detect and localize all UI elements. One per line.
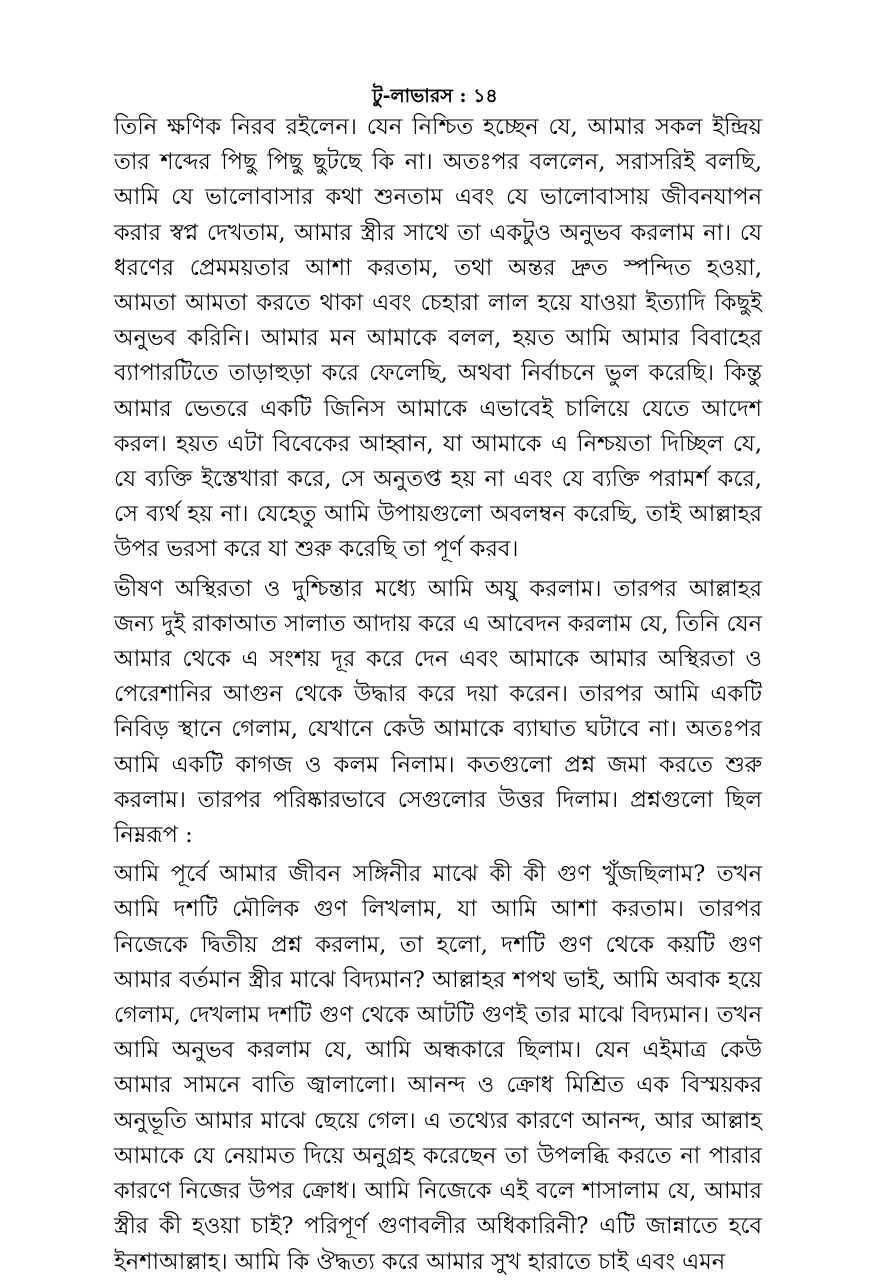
paragraph-1: তিনি ক্ষণিক নিরব রইলেন। যেন নিশ্চিত হচ্ছেন যে, আমার সকল ইন্দ্রিয় তার শব্দের পিছু পিছু ছুটছে কি না। অতঃপর বললেন, সরাসরিই বলছি, আমি যে ভালোবাসার কথা শুনতাম এবং যে ভালোবাসায় জীবনযাপন করার স্বপ্ন দেখতাম, আমার স্ত্রীর সাথে তা একটুও অনুভব করলাম না। যে ধরণের প্রেমময়তার আশা করতাম, তথা অন্তর দ্রুত স্পন্দিত হওয়া, আমতা আমতা করতে থাকা এবং চেহারা লাল হয়ে যাওয়া ইত্যাদি কিছুই অনুভব করিনি। আমার মন আমাকে বলল, হয়ত আমি আমার বিবাহের ব্যাপারটিতে তাড়াহুড়া করে ফেলেছি, অথবা নির্বাচনে ভুল করেছি। কিন্তু আমার ভেতরে একটি জিনিস আমাকে এভাবেই চালিয়ে যেতে আদেশ করল। হয়ত এটা বিবেকের আহ্বান, যা আমাকে এ নিশ্চয়তা দিচ্ছিল যে, যে ব্যক্তি ইস্তেখারা করে, সে অনুতপ্ত হয় না এবং যে ব্যক্তি পরামর্শ করে, সে ব্যর্থ হয় না। যেহেতু আমি উপায়গুলো অবলম্বন করেছি, তাই আল্লাহর উপর ভরসা করে যা শুরু করেছি তা পূর্ণ করব। [114,114,762,563]
running-header: টু-লাভারস : ১৪ [372,85,498,107]
paragraph-3: আমি পূর্বে আমার জীবন সঙ্গিনীর মাঝে কী কী গুণ খুঁজছিলাম? তখন আমি দশটি মৌলিক গুণ লিখলাম, যা আমি আশা করতাম। তারপর নিজেকে দ্বিতীয় প্রশ্ন করলাম, তা হলো, দশটি গুণ থেকে কয়টি গুণ আমার বর্তমান স্ত্রীর মাঝে বিদ্যমান? আল্লাহর শপথ ভাই, আমি অবাক হয়ে গেলাম, দেখলাম দশটি গুণ থেকে আটটি গুণই তার মাঝে বিদ্যমান। তখন আমি অনুভব করলাম যে, আমি অন্ধকারে ছিলাম। যেন এইমাত্র কেউ আমার সামনে বাতি জ্বালালো। আনন্দ ও ক্রোধ মিশ্রিত এক বিস্ময়কর অনুভূতি আমার মাঝে ছেয়ে গেল। এ তথ্যের কারণে আনন্দ, আর আল্লাহ আমাকে যে নেয়ামত দিয়ে অনুগ্রহ করেছেন তা উপলব্ধি করতে না পারার কারণে নিজের উপর ক্রোধ। আমি নিজেকে এই বলে শাসালাম যে, আমার স্ত্রীর কী হওয়া চাই? পরিপূর্ণ গুণাবলীর অধিকারিনী? এটি জান্নাতে হবে ইনশাআল্লাহ। আমি কি ঔদ্ধত্য করে আমার সুখ হারাতে চাই এবং এমন [114,861,762,1275]
paragraph-2: ভীষণ অস্থিরতা ও দুশ্চিন্তার মধ্যে আমি অযু করলাম। তারপর আল্লাহর জন্য দুই রাকাআত সালাত আদায় করে এ আবেদন করলাম যে, তিনি যেন আমার থেকে এ সংশয় দূর করে দেন এবং আমাকে আমার অস্থিরতা ও পেরেশানির আগুন থেকে উদ্ধার করে দয়া করেন। তারপর আমি একটি নিবিড় স্থানে গেলাম, যেখানে কেউ আমাকে ব্যাঘাত ঘটাবে না। অতঃপর আমি একটি কাগজ ও কলম নিলাম। কতগুলো প্রশ্ন জমা করতে শুরু করলাম। তারপর পরিষ্কারভাবে সেগুলোর উত্তর দিলাম। প্রশ্নগুলো ছিল নিম্নরূপ : [114,575,762,849]
body-text [114,110,762,1284]
